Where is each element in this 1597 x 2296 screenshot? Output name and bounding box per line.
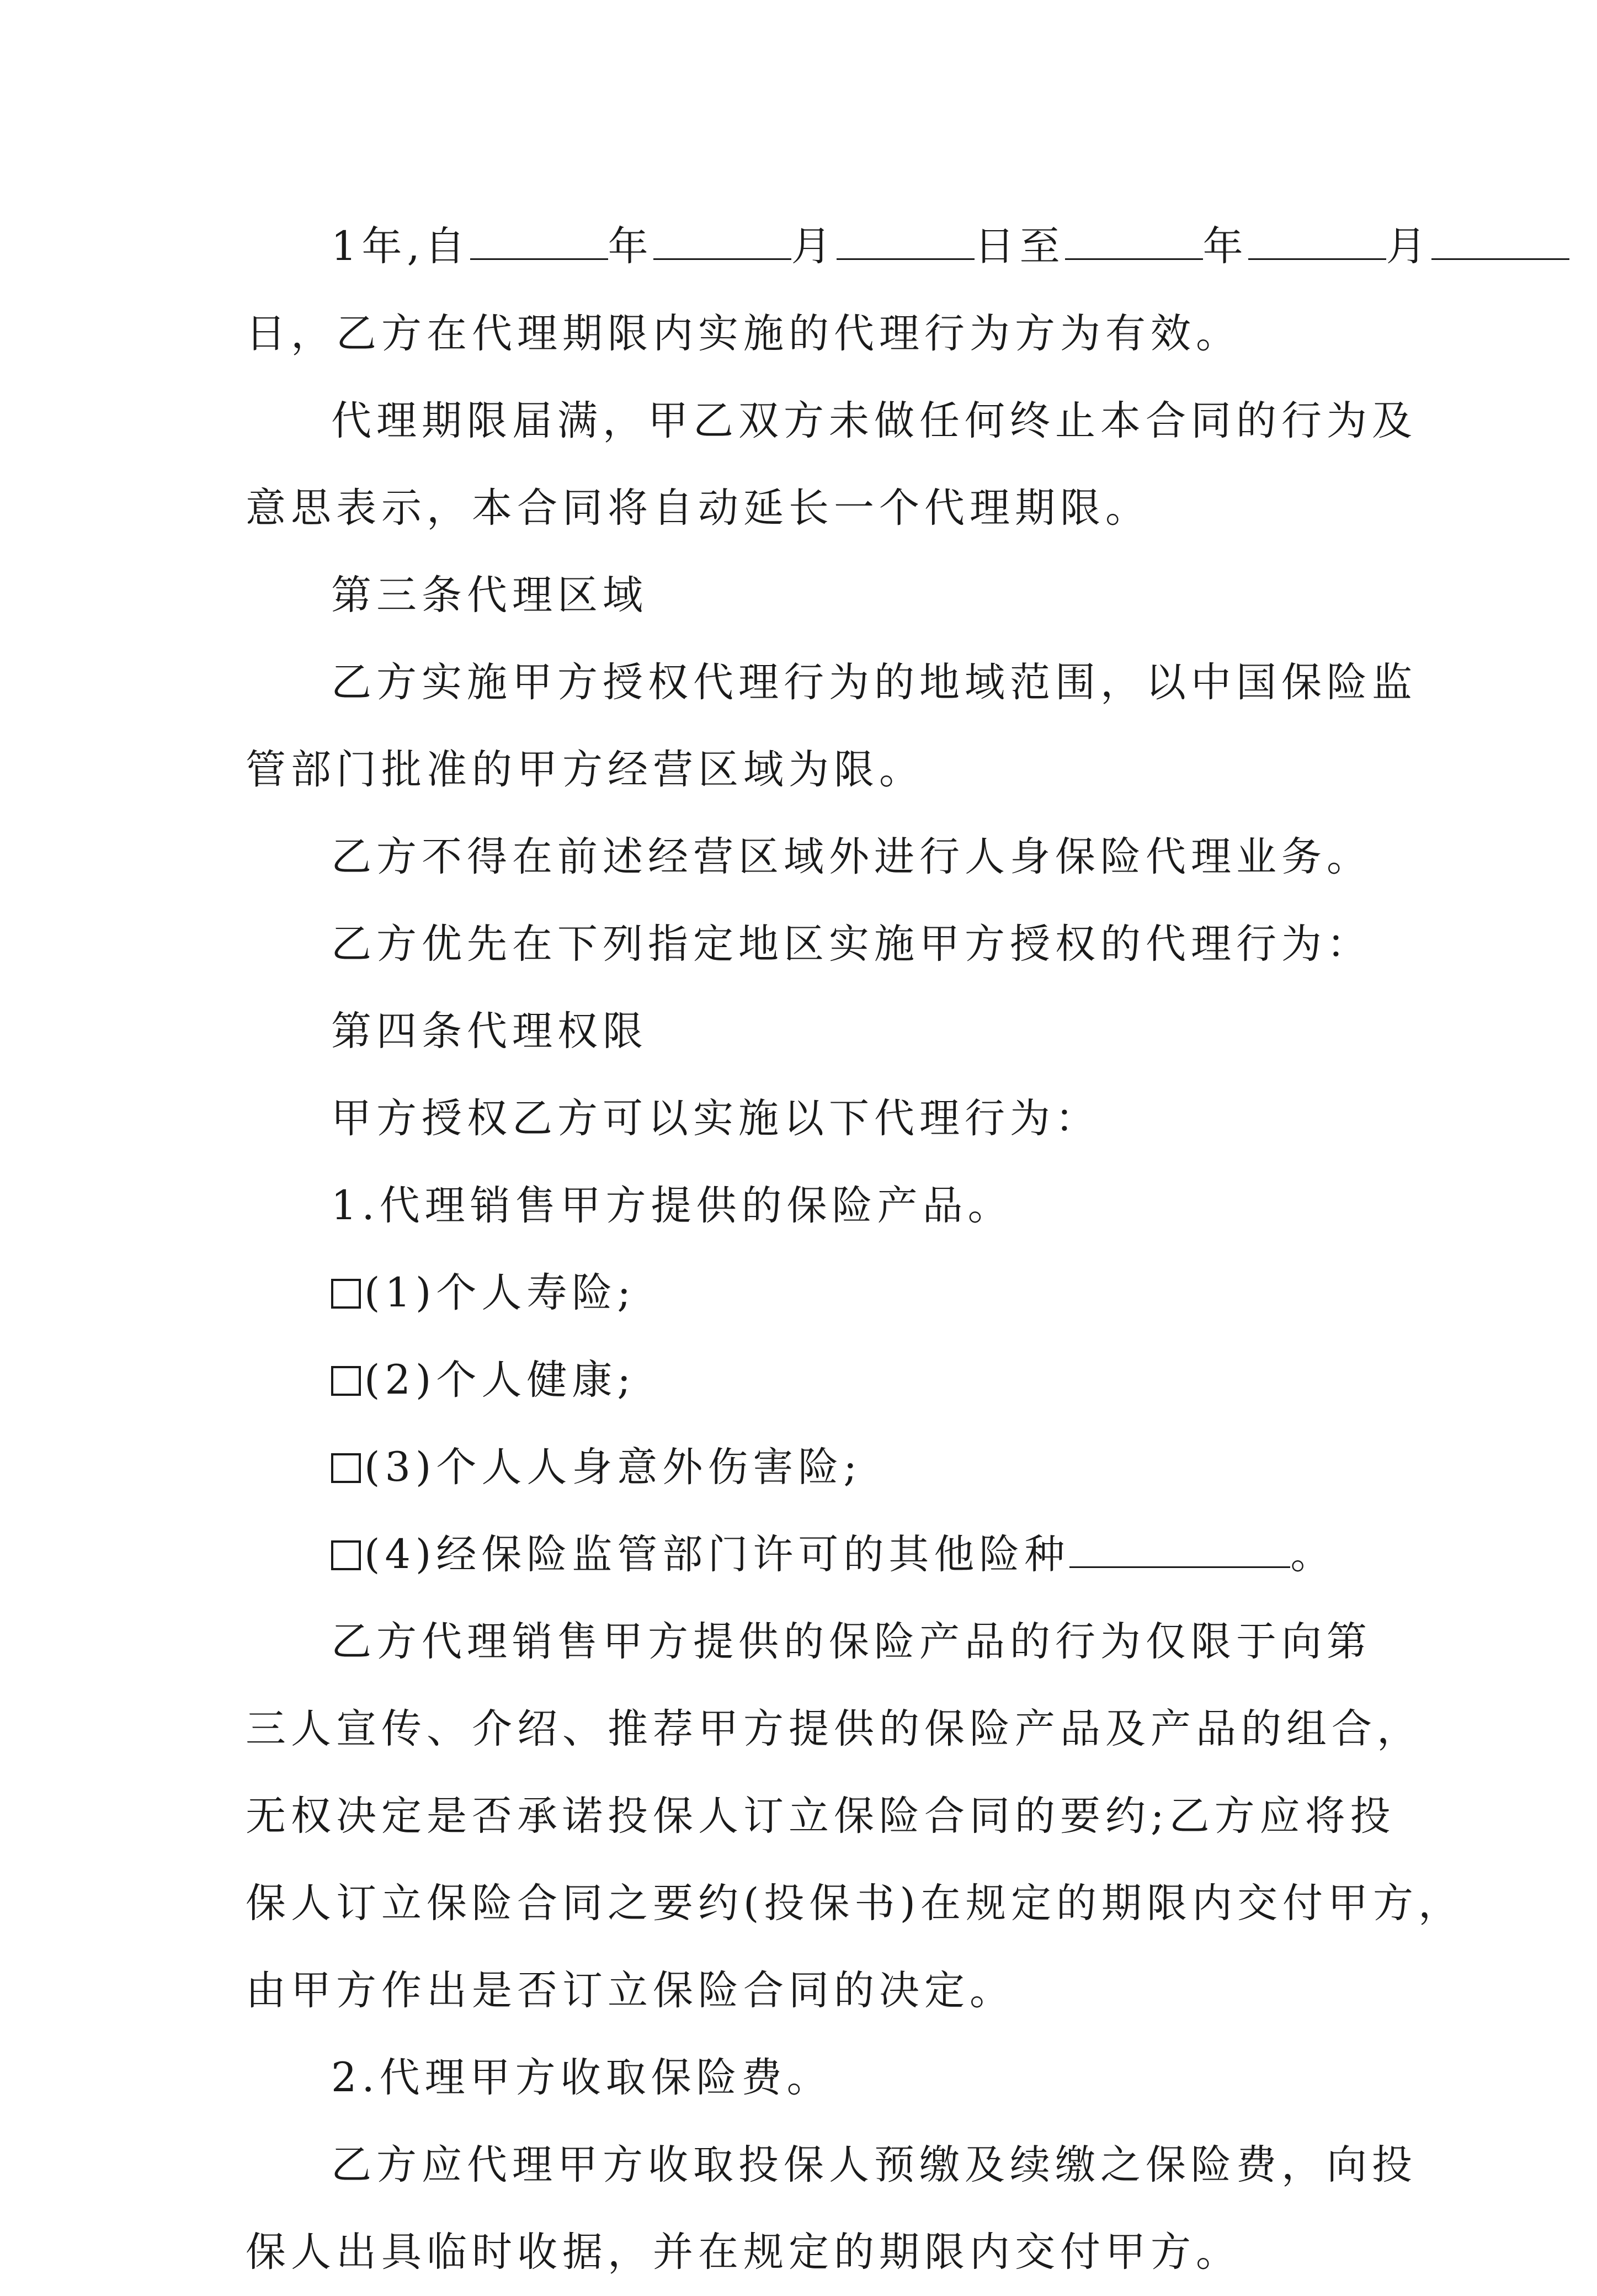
checkbox-icon[interactable] — [331, 1453, 361, 1483]
checkbox-icon[interactable] — [331, 1366, 361, 1396]
renew-paragraph-line-2: 意思表示，本合同将自动延长一个代理期限。 — [246, 485, 1151, 532]
checkbox-label: (2)个人健康; — [364, 1357, 636, 1404]
checkbox-icon[interactable] — [331, 1279, 361, 1309]
fee-paragraph-line-1: 乙方应代理甲方收取投保人预缴及续缴之保险费，向投 — [331, 2141, 1417, 2188]
other-insurance-blank — [1069, 1532, 1290, 1568]
area-paragraph-line-2: 管部门批准的甲方经营区域为限。 — [246, 746, 924, 793]
checkbox-label: (1)个人寿险; — [364, 1269, 636, 1316]
checkbox-suffix: 。 — [1290, 1531, 1336, 1578]
authority-item-1: 1.代理销售甲方提供的保险产品。 — [331, 1182, 1013, 1229]
sale-paragraph-line-1: 乙方代理销售甲方提供的保险产品的行为仅限于向第 — [331, 1618, 1372, 1665]
term-month-2: 月 — [1386, 223, 1431, 270]
term-year-2: 年 — [1202, 223, 1248, 270]
checkbox-icon[interactable] — [331, 1540, 361, 1570]
checkbox-label: (3)个人人身意外伤害险; — [364, 1444, 862, 1491]
term-month-1: 月 — [791, 223, 837, 270]
term-line-2: 日，乙方在代理期限内实施的代理行为方为有效。 — [246, 310, 1241, 357]
term-prefix: 1年,自 — [331, 223, 470, 270]
sale-paragraph-line-2: 三人宣传、介绍、推荐甲方提供的保险产品及产品的组合， — [246, 1705, 1422, 1752]
day-blank-2 — [1431, 224, 1569, 260]
checkbox-item[interactable] — [246, 1424, 1360, 1511]
area-restriction: 乙方不得在前述经营区域外进行人身保险代理业务。 — [331, 833, 1372, 880]
checkbox-item[interactable] — [246, 1337, 1360, 1424]
term-day-to: 日至 — [974, 223, 1065, 270]
term-year-1: 年 — [608, 223, 653, 270]
authority-intro: 甲方授权乙方可以实施以下代理行为： — [331, 1095, 1100, 1142]
checkbox-label: (4)经保险监管部门许可的其他险种 — [364, 1531, 1070, 1578]
year-blank-1 — [470, 224, 608, 260]
fee-paragraph-line-2: 保人出具临时收据，并在规定的期限内交付甲方。 — [246, 2229, 1241, 2276]
renew-paragraph-line-1: 代理期限届满，甲乙双方未做任何终止本合同的行为及 — [331, 397, 1417, 444]
checkbox-item[interactable] — [246, 1250, 1360, 1337]
month-blank-2 — [1248, 224, 1386, 260]
month-blank-1 — [653, 224, 791, 260]
document-page — [246, 203, 1463, 2296]
article-4-title: 第四条代理权限 — [331, 1008, 648, 1055]
article-3-title: 第三条代理区域 — [331, 572, 648, 619]
year-blank-2 — [1065, 224, 1203, 260]
checkbox-item[interactable] — [246, 1511, 1360, 1598]
area-paragraph-line-1: 乙方实施甲方授权代理行为的地域范围，以中国保险监 — [331, 659, 1417, 706]
term-line — [246, 203, 1431, 290]
authority-item-2: 2.代理甲方收取保险费。 — [331, 2054, 832, 2101]
day-blank-1 — [837, 224, 975, 260]
area-priority: 乙方优先在下列指定地区实施甲方授权的代理行为： — [331, 921, 1372, 968]
sale-paragraph-line-5: 由甲方作出是否订立保险合同的决定。 — [246, 1967, 1015, 2014]
sale-paragraph-line-3: 无权决定是否承诺投保人订立保险合同的要约;乙方应将投 — [246, 1793, 1396, 1840]
sale-paragraph-line-4: 保人订立保险合同之要约(投保书)在规定的期限内交付甲方， — [246, 1880, 1463, 1927]
